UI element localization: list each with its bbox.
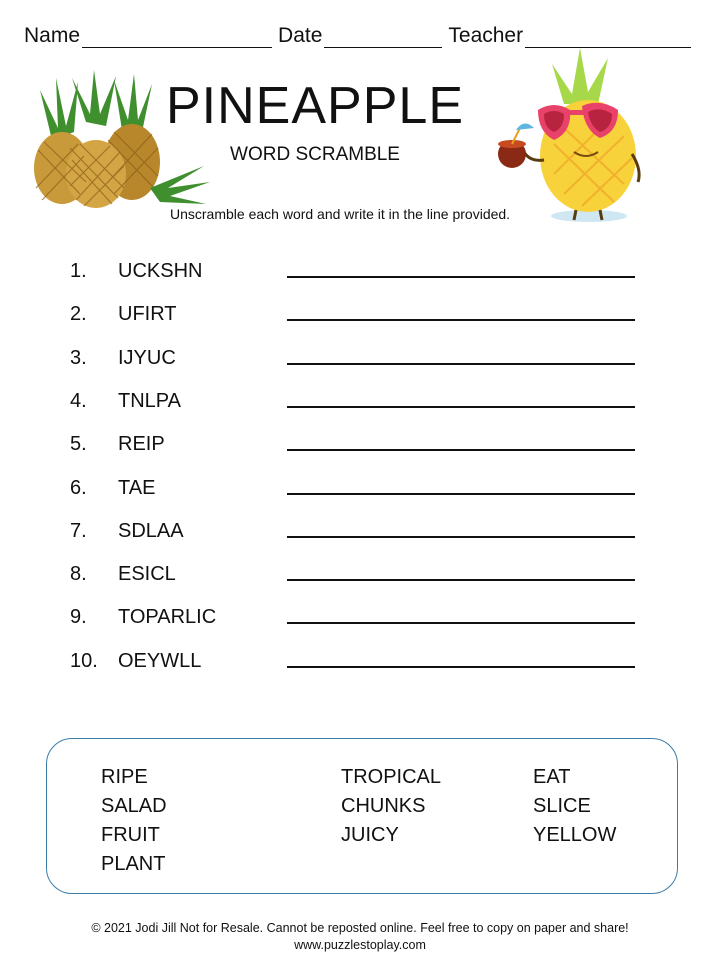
puzzle-row (70, 388, 650, 418)
puzzle-number: 2. (70, 303, 87, 326)
footer (0, 920, 720, 954)
name-label: Name (24, 24, 81, 47)
answer-line[interactable] (287, 579, 635, 581)
answer-line[interactable] (287, 406, 635, 408)
puzzle-row (70, 604, 650, 634)
puzzle-row (70, 301, 650, 331)
puzzle-number: 4. (70, 389, 87, 412)
puzzle-row (70, 345, 650, 375)
word-bank-item: EAT (533, 766, 571, 788)
word-bank-item: FRUIT (101, 824, 160, 846)
worksheet-title: PINEAPPLE (165, 77, 465, 135)
worksheet-subtitle: WORD SCRAMBLE (230, 144, 400, 165)
word-bank-item: RIPE (101, 766, 148, 788)
answer-line[interactable] (287, 622, 635, 624)
scrambled-word: ESICL (118, 563, 176, 586)
word-bank-item: JUICY (341, 824, 399, 846)
word-bank-item: TROPICAL (341, 766, 442, 788)
scrambled-word: IJYUC (118, 346, 176, 369)
puzzle-number: 7. (70, 519, 87, 542)
puzzle-number: 10. (70, 649, 98, 672)
instructions-text: Unscramble each word and write it in the line provided. (170, 206, 511, 222)
answer-line[interactable] (287, 536, 635, 538)
answer-line[interactable] (287, 666, 635, 668)
puzzle-number: 5. (70, 433, 87, 456)
word-bank-item: PLANT (101, 853, 166, 875)
word-bank (46, 738, 678, 894)
word-bank-column-2 (341, 763, 441, 850)
puzzle-row (70, 561, 650, 591)
puzzle-number: 8. (70, 563, 87, 586)
scrambled-word: TNLPA (118, 389, 181, 412)
word-bank-item: SLICE (533, 795, 591, 817)
scrambled-word: TOPARLIC (118, 606, 217, 629)
word-bank-item: YELLOW (533, 824, 617, 846)
date-field[interactable] (278, 24, 442, 48)
date-label: Date (278, 24, 323, 47)
answer-line[interactable] (287, 449, 635, 451)
puzzle-row (70, 518, 650, 548)
word-bank-column-3 (533, 763, 616, 850)
pineapple-character-illustration (494, 44, 644, 226)
scrambled-word: UFIRT (118, 303, 177, 326)
puzzle-row (70, 475, 650, 505)
puzzle-row (70, 648, 650, 678)
name-line[interactable] (82, 27, 272, 48)
answer-line[interactable] (287, 276, 635, 278)
answer-line[interactable] (287, 493, 635, 495)
website-text: www.puzzlestoplay.com (294, 938, 426, 952)
scrambled-word: OEYWLL (118, 649, 202, 672)
scrambled-word: REIP (118, 433, 165, 456)
word-bank-item: SALAD (101, 795, 167, 817)
answer-line[interactable] (287, 319, 635, 321)
copyright-text: © 2021 Jodi Jill Not for Resale. Cannot be reposted online. Feel free to copy on paper and share! (91, 921, 629, 935)
puzzle-number: 1. (70, 260, 87, 282)
scrambled-word: TAE (118, 476, 156, 499)
puzzle-number: 3. (70, 346, 87, 369)
puzzle-row (70, 431, 650, 461)
puzzle-number: 9. (70, 606, 87, 629)
puzzle-row (70, 258, 650, 288)
scrambled-word: UCKSHN (118, 260, 203, 282)
teacher-label: Teacher (448, 24, 524, 47)
name-field[interactable] (24, 24, 272, 48)
answer-line[interactable] (287, 363, 635, 365)
date-line[interactable] (324, 27, 442, 48)
word-bank-item: CHUNKS (341, 795, 426, 817)
puzzle-number: 6. (70, 476, 87, 499)
scrambled-word: SDLAA (118, 519, 184, 542)
word-bank-column-1 (101, 763, 167, 879)
